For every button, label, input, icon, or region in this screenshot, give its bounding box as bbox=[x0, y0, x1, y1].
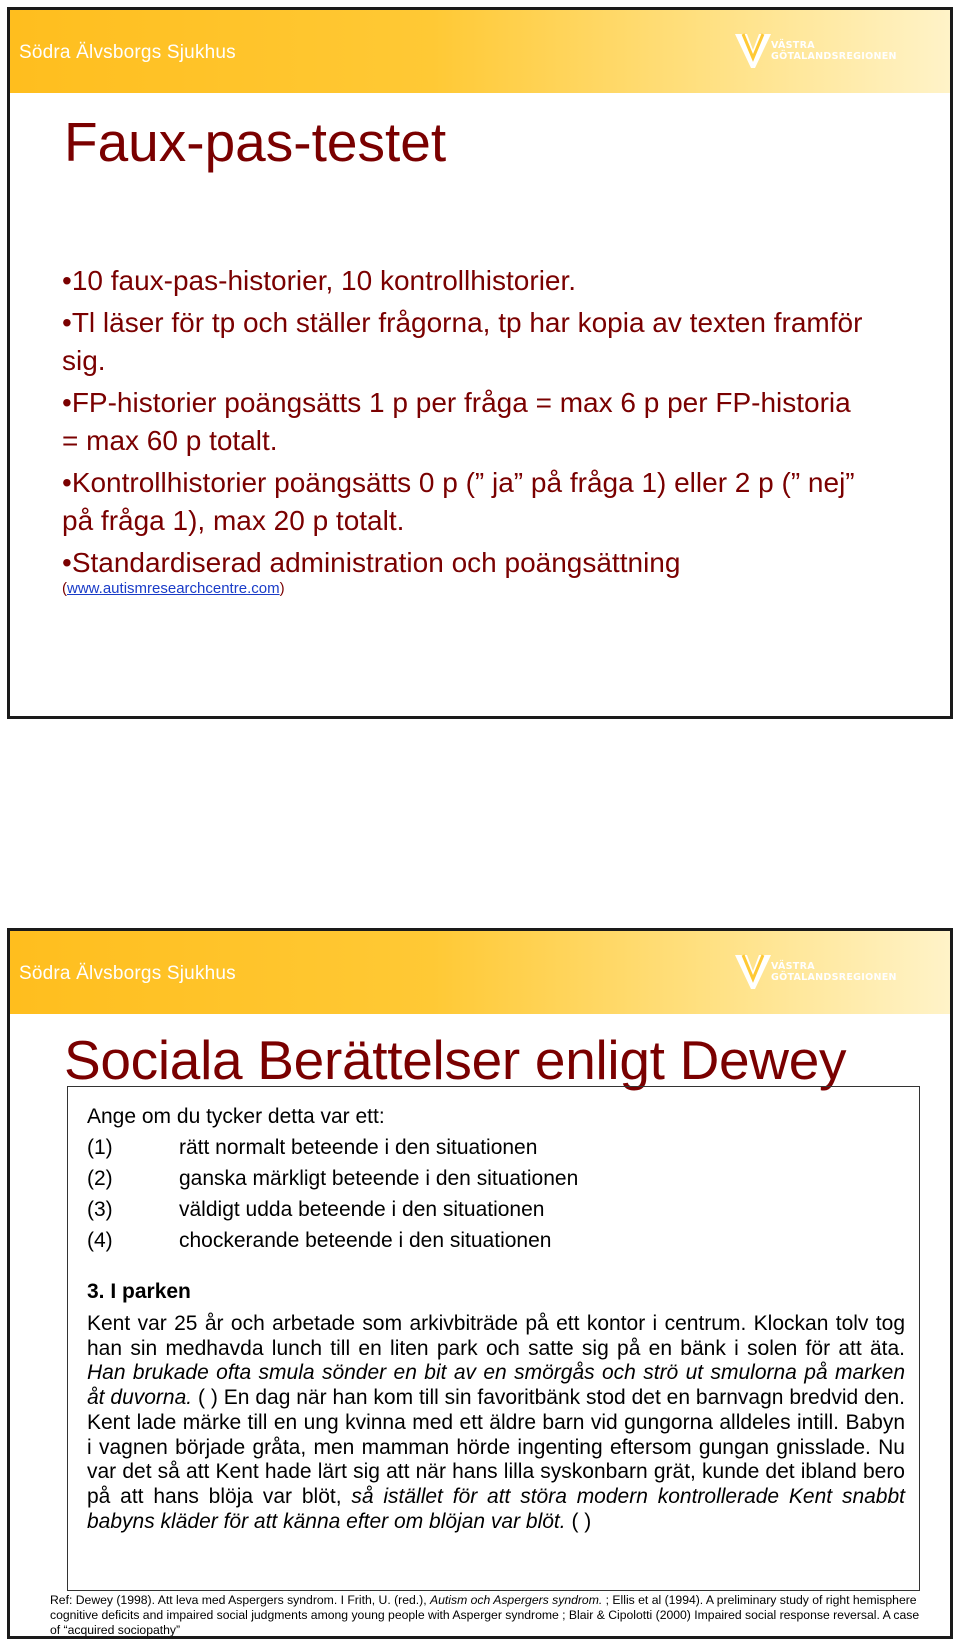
rating-option bbox=[87, 1132, 538, 1163]
logo-text: VÄSTRA GÖTALANDSREGIONEN bbox=[771, 40, 897, 62]
story-text bbox=[87, 1312, 905, 1534]
story-title: 3. I parken bbox=[87, 1280, 191, 1303]
story-part: Kent var 25 år och arbetade som arkivbiträde på ett kontor i centrum. Klockan tolv tog han sin medhavda lunch till en liten park och satte sig på en bänk i solen för att äta. bbox=[87, 1312, 905, 1360]
source-open: ( bbox=[62, 580, 67, 597]
rating-option bbox=[87, 1163, 579, 1194]
option-number: (4) bbox=[87, 1229, 113, 1252]
option-number: (1) bbox=[87, 1136, 113, 1159]
vgr-logo bbox=[733, 28, 913, 72]
slide-faux-pas bbox=[7, 7, 953, 719]
vgr-logo-icon bbox=[733, 28, 773, 72]
bullet-item: • Tl läser för tp och ställer frågorna, tp har kopia av texten framför sig. bbox=[62, 304, 872, 380]
hospital-name: Södra Älvsborgs Sjukhus bbox=[19, 42, 236, 63]
vgr-logo-icon bbox=[733, 949, 773, 993]
source-line bbox=[62, 580, 872, 598]
slide-header bbox=[10, 10, 950, 93]
ref-italic: Autism och Aspergers syndrom. bbox=[429, 1593, 603, 1607]
story-box bbox=[67, 1086, 920, 1591]
rating-instructions bbox=[87, 1101, 579, 1256]
slide-header bbox=[10, 931, 950, 1014]
option-text: rätt normalt beteende i den situationen bbox=[179, 1136, 538, 1159]
reference-text bbox=[50, 1593, 930, 1638]
slide-title: Faux-pas-testet bbox=[64, 111, 447, 173]
story-part: ( ) bbox=[565, 1509, 592, 1533]
option-text: väldigt udda beteende i den situationen bbox=[179, 1198, 545, 1221]
bullet-item: • Standardiserad administration och poängsättning bbox=[62, 544, 872, 582]
vgr-logo bbox=[733, 949, 913, 993]
bullet-item: • 10 faux-pas-historier, 10 kontrollhistorier. bbox=[62, 262, 872, 300]
story-part: ( ) En dag när han kom till sin favoritbänk stod det en barnvagn bredvid den. Kent lade märke till en ung kvinna med ett äldre barn vid gungorna alldeles intill. Babyn i vagnen började gråta, men mamman hörde ingenting eftersom gungan gnisslade. Nu var det så att Kent hade lärt sig att när hans lilla syskonbarn grät, kunde det ibland bero på att hans blöja var blöt, bbox=[87, 1386, 905, 1508]
story-italic: så istället för att störa modern kontrollerade Kent snabbt babyns kläder för att känna efter om blöjan var blöt. bbox=[87, 1484, 905, 1533]
instruction-text: Ange om du tycker detta var ett: bbox=[87, 1105, 385, 1128]
option-number: (2) bbox=[87, 1167, 113, 1190]
rating-option bbox=[87, 1194, 545, 1225]
source-close: ) bbox=[279, 580, 285, 597]
slide-title: Sociala Berättelser enligt Dewey bbox=[64, 1029, 847, 1091]
bullet-list bbox=[62, 262, 872, 598]
bullet-item: • Kontrollhistorier poängsätts 0 p (” ja” på fråga 1) eller 2 p (” nej” på fråga 1), max 20 p totalt. bbox=[62, 464, 872, 540]
source-link[interactable]: www.autismresearchcentre.com bbox=[67, 580, 280, 597]
logo-text: VÄSTRA GÖTALANDSREGIONEN bbox=[771, 961, 897, 983]
ref-part: Ref: Dewey (1998). Att leva med Aspergers syndrom. I Frith, U. (red.), bbox=[50, 1593, 430, 1607]
bullet-item: • FP-historier poängsätts 1 p per fråga = max 6 p per FP-historia = max 60 p totalt. bbox=[62, 384, 872, 460]
rating-option bbox=[87, 1225, 552, 1256]
option-number: (3) bbox=[87, 1198, 113, 1221]
hospital-name: Södra Älvsborgs Sjukhus bbox=[19, 963, 236, 984]
option-text: chockerande beteende i den situationen bbox=[179, 1229, 552, 1252]
ref-part: ; Ellis et al (1994). A preliminary study of right hemisphere cognitive deficits and impaired social judgments among young people with Asperger syndrome ; Blair & Cipolotti (2000) Impaired social response reversal. A case of “acquired sociopathy” bbox=[50, 1593, 920, 1637]
slide-social-stories bbox=[7, 928, 953, 1639]
option-text: ganska märkligt beteende i den situationen bbox=[179, 1167, 579, 1190]
story-italic: Han brukade ofta smula sönder en bit av en smörgås och strö ut smulorna på marken åt duvorna. bbox=[87, 1361, 905, 1410]
